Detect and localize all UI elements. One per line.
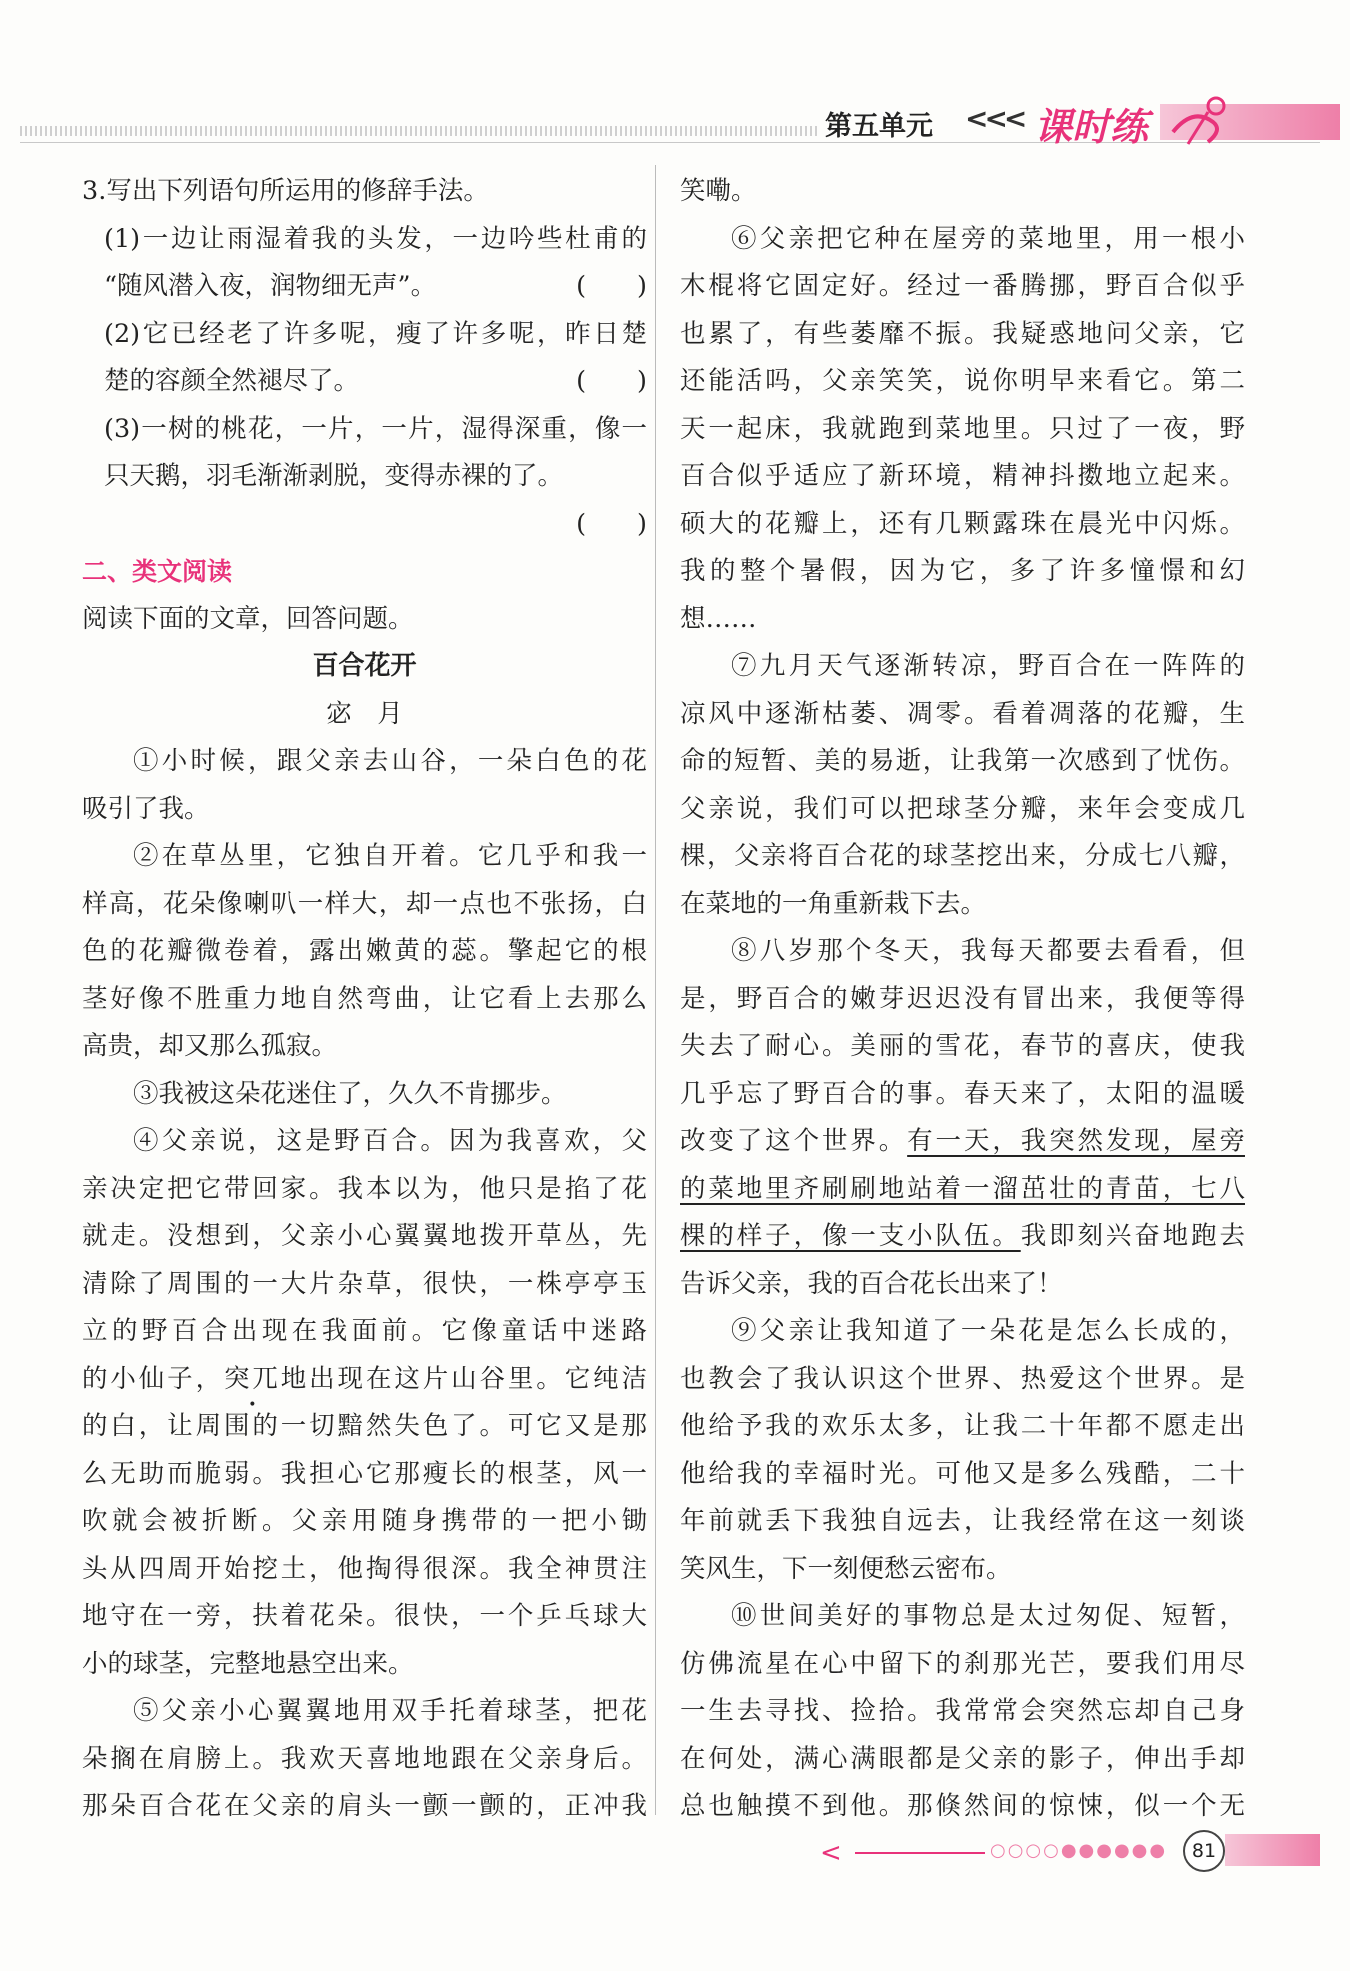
answer-blank[interactable]: ( ) — [576, 271, 647, 301]
underlined-sentence: 棵的样子，像一支小队伍。 — [680, 1221, 1021, 1251]
paragraph-line: 年前就丢下我独自远去，让我经常在这一刻谈 — [680, 1506, 1245, 1536]
paragraph-line: 百合似乎适应了新环境，精神抖擞地立起来。 — [680, 461, 1245, 491]
paragraph-line: ⑨父亲让我知道了一朵花是怎么长成的， — [731, 1316, 1245, 1346]
footer-pink-band — [1225, 1834, 1320, 1866]
article-author: 宓 月 — [326, 698, 403, 729]
paragraph-line: 是，野百合的嫩芽迟迟没有冒出来，我便等得 — [680, 983, 1245, 1014]
paragraph-line — [680, 1118, 1245, 1166]
paragraph-line — [680, 1213, 1245, 1261]
text-segment: 我即刻兴奋地跑去 — [1020, 1221, 1245, 1251]
paragraph-line: 凉风中逐渐枯萎、凋零。看着凋落的花瓣，生 — [680, 698, 1245, 729]
paragraph-line: 吹就会被折断。父亲用随身携带的一把小锄 — [82, 1506, 647, 1536]
paragraph-line: 小的球茎，完整地悬空出来。 — [82, 1648, 414, 1679]
paragraph-line: 天一起床，我就跑到菜地里。只过了一夜，野 — [680, 413, 1245, 444]
paragraph-line: 亲决定把它带回家。我本以为，他只是掐了花 — [82, 1173, 647, 1204]
right-column — [680, 168, 1245, 1831]
paragraph-line — [680, 1166, 1245, 1214]
paragraph-line: 吸引了我。 — [82, 793, 210, 824]
answer-row — [82, 501, 647, 549]
paragraph-line: 还能活吗，父亲笑笑，说你明早来看它。第二 — [680, 366, 1245, 396]
sentence-text: “随风潜入夜，润物细无声”。 — [104, 271, 437, 301]
paragraph-line: ⑤父亲小心翼翼地用双手托着球茎，把花 — [133, 1696, 647, 1726]
paragraph-line: 硕大的花瓣上，还有几颗露珠在晨光中闪烁。 — [680, 508, 1245, 539]
paragraph-line: 他给我的幸福时光。可他又是多么残酷，二十 — [680, 1458, 1245, 1489]
paragraph-line: 样高，花朵像喇叭一样大，却一点也不张扬，白 — [82, 888, 647, 919]
paragraph-line: 失去了耐心。美丽的雪花，春节的喜庆，使我 — [680, 1031, 1245, 1061]
paragraph-line: ⑩世间美好的事物总是太过匆促、短暂， — [731, 1601, 1245, 1631]
paragraph-line: 笑嘞。 — [680, 176, 757, 206]
paragraph-line: 头从四周开始挖土，他掏得很深。我全神贯注 — [82, 1553, 647, 1584]
sentence-2-line — [82, 358, 647, 406]
paragraph-line: 棵，父亲将百合花的球茎挖出来，分成七八瓣， — [680, 841, 1245, 871]
paragraph-line: 么无助而脆弱。我担心它那瘦长的根茎，风一 — [82, 1458, 647, 1489]
paragraph-line: 想…… — [680, 603, 757, 634]
text-segment: 改变了这个世界。 — [680, 1126, 908, 1156]
unit-title: 第五单元 — [825, 111, 933, 142]
paragraph-line: ①小时候，跟父亲去山谷，一朵白色的花 — [133, 746, 647, 776]
paragraph-line: ③我被这朵花迷住了，久久不肯挪步。 — [133, 1078, 567, 1109]
paragraph-line: 朵搁在肩膀上。我欢天喜地地跟在父亲身后。 — [82, 1743, 647, 1774]
sentence-1-line — [82, 263, 647, 311]
column-divider — [655, 165, 656, 1815]
answer-blank[interactable]: ( ) — [576, 508, 647, 539]
paragraph-line: 一生去寻找、捡拾。我常常会突然忘却自己身 — [680, 1696, 1245, 1726]
instruction: 阅读下面的文章，回答问题。 — [82, 603, 414, 634]
paragraph-line — [82, 1356, 647, 1404]
page-footer — [800, 1830, 1320, 1870]
paragraph-line: 地守在一旁，扶着花朵。很快，一个乒乓球大 — [82, 1601, 647, 1631]
paragraph-line: 也累了，有些萎靡不振。我疑惑地问父亲，它 — [680, 318, 1245, 349]
paragraph-line: ⑦九月天气逐渐转凉，野百合在一阵阵的 — [731, 651, 1245, 681]
question-3-text: 3.写出下列语句所运用的修辞手法。 — [82, 176, 489, 206]
sentence-3-line: (3)一树的桃花，一片，一片，湿得深重，像一 — [104, 413, 647, 444]
sentence-text: 楚的容颜全然褪尽了。 — [104, 366, 360, 396]
article-title: 百合花开 — [312, 651, 417, 681]
paragraph-line: 他给予我的欢乐太多，让我二十年都不愿走出 — [680, 1411, 1245, 1441]
page-number: 81 — [1183, 1830, 1225, 1872]
footer-line — [855, 1852, 985, 1854]
arrow-left-icon: < — [820, 1838, 842, 1868]
paragraph-line: 那朵百合花在父亲的肩头一颤一颤的，正冲我 — [82, 1791, 647, 1821]
underlined-sentence: 的菜地里齐刷刷地站着一溜茁壮的青苗，七八 — [680, 1173, 1245, 1204]
paragraph-line: 的白，让周围的一切黯然失色了。可它又是那 — [82, 1411, 647, 1441]
sentence-1-line: (1)一边让雨湿着我的头发，一边吟些杜甫的 — [104, 223, 647, 254]
paragraph-line: 命的短暂、美的易逝，让我第一次感到了忧伤。 — [680, 746, 1245, 776]
paragraph-line: ②在草丛里，它独自开着。它几乎和我一 — [133, 841, 647, 871]
paragraph-line: 总也触摸不到他。那倏然间的惊悚，似一个无 — [680, 1791, 1245, 1821]
brand-logo: 课时练 — [1034, 105, 1149, 149]
paragraph-line: 告诉父亲，我的百合花长出来了！ — [680, 1268, 1063, 1299]
paragraph-line: ④父亲说，这是野百合。因为我喜欢，父 — [133, 1126, 647, 1156]
paragraph-line: 父亲说，我们可以把球茎分瓣，来年会变成几 — [680, 793, 1245, 824]
text-segment: 的小仙子， — [82, 1363, 224, 1394]
paragraph-line: 我的整个暑假，因为它，多了许多憧憬和幻 — [680, 556, 1245, 586]
text-segment: 地出现在这片山谷里。它纯洁 — [280, 1363, 647, 1394]
paragraph-line: 清除了周围的一大片杂草，很快，一株亭亭玉 — [82, 1268, 647, 1299]
paragraph-line: 几乎忘了野百合的事。春天来了，太阳的温暖 — [680, 1078, 1245, 1109]
question-3 — [82, 168, 647, 216]
paragraph-line: 木棍将它固定好。经过一番腾挪，野百合似乎 — [680, 271, 1245, 301]
sentence-2-line: (2)它已经老了许多呢，瘦了许多呢，昨日楚 — [104, 318, 647, 349]
paragraph-line: 笑风生，下一刻便愁云密布。 — [680, 1553, 1012, 1584]
paragraph-line: 在菜地的一角重新栽下去。 — [680, 888, 987, 919]
paragraph-line: 也教会了我认识这个世界、热爱这个世界。是 — [680, 1363, 1245, 1394]
sentence-3-line: 只天鹅，羽毛渐渐剥脱，变得赤裸的了。 — [104, 461, 564, 491]
paragraph-line: 立的野百合出现在我面前。它像童话中迷路 — [82, 1316, 647, 1346]
underlined-sentence: 有一天，我突然发现，屋旁 — [907, 1126, 1245, 1156]
paragraph-line: ⑧八岁那个冬天，我每天都要去看看，但 — [731, 936, 1245, 966]
paragraph-line: ⑥父亲把它种在屋旁的菜地里，用一根小 — [731, 223, 1245, 254]
page-header — [20, 98, 1320, 148]
answer-blank[interactable]: ( ) — [576, 366, 647, 396]
footer-dots: ○○○○●●●●●● — [990, 1840, 1168, 1861]
paragraph-line: 在何处，满心满眼都是父亲的影子，伸出手却 — [680, 1743, 1245, 1774]
paragraph-line: 就走。没想到，父亲小心翼翼地拨开草丛，先 — [82, 1221, 647, 1251]
paragraph-line: 仿佛流星在心中留下的刹那光芒，要我们用尽 — [680, 1648, 1245, 1679]
paragraph-line: 色的花瓣微卷着，露出嫩黄的蕊。擎起它的根 — [82, 936, 647, 966]
header-hatch — [20, 126, 820, 136]
section-heading: 二、类文阅读 — [82, 557, 233, 586]
paragraph-line: 高贵，却又那么孤寂。 — [82, 1031, 338, 1061]
flower-deco-icon — [1168, 92, 1238, 152]
left-column — [82, 168, 647, 1831]
dotted-word: 突兀 — [223, 1363, 281, 1394]
paragraph-line: 茎好像不胜重力地自然弯曲，让它看上去那么 — [82, 983, 647, 1014]
chevron-left-icon: <<< — [965, 102, 1024, 135]
